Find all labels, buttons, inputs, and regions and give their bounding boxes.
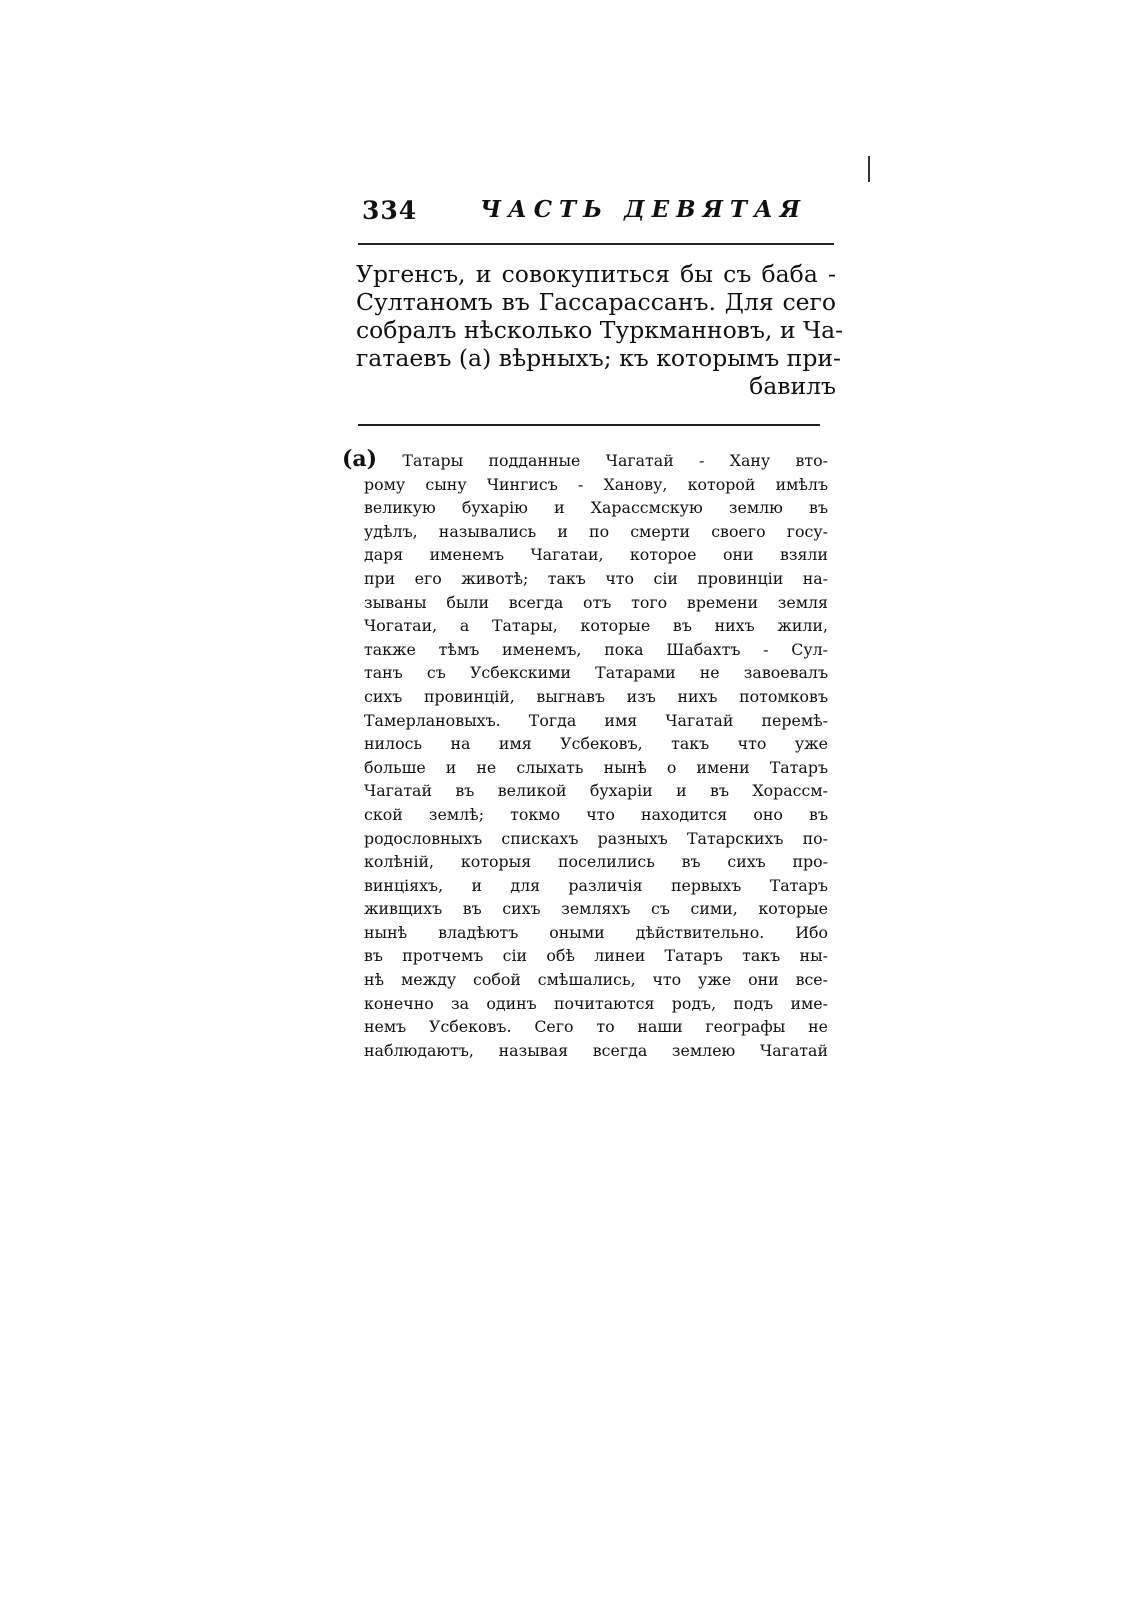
footnote-line: при его животѣ; такъ что сіи провинціи на-: [364, 568, 828, 588]
body-line: Султаномъ въ Гассарассанъ. Для сего: [356, 288, 836, 316]
footnote-line: живщихъ въ сихъ земляхъ съ сими, которые: [364, 899, 828, 919]
footnote-first-line: [342, 448, 828, 473]
footnote-line: немъ Усбековъ. Сего то наши географы не: [364, 1017, 828, 1037]
body-line: гатаевъ (а) вѣрныхъ; къ которымъ при-: [356, 344, 841, 372]
page-header: [362, 196, 832, 232]
footnote-line: Чогатаи, а Татары, которые въ нихъ жили,: [364, 616, 828, 636]
body-line: собралъ нѣсколько Туркманновъ, и Ча-: [356, 316, 844, 344]
footnote-line: нынѣ владѣютъ оными дѣйствительно. Ибо: [364, 922, 828, 942]
footnote-line: конечно за одинъ почитаются родъ, подъ име-: [364, 993, 828, 1013]
footnote-line: рому сыну Чингисъ - Ханову, которой имѣлъ: [364, 474, 828, 494]
footnote-line: Тамерлановыхъ. Тогда имя Чагатай перемѣ-: [364, 710, 828, 730]
footnote-line: великую бухарію и Харассмскую землю въ: [364, 498, 828, 518]
footnote-line: удѣлъ, назывались и по смерти своего госу-: [364, 521, 828, 541]
footnote: [342, 448, 828, 1062]
footnote-line: нѣ между собой смѣшались, что уже они все-: [364, 970, 828, 990]
body-line-catchword: бавилъ: [749, 372, 836, 400]
body-line: Ургенсъ, и совокупиться бы съ баба -: [356, 260, 836, 288]
page-number: 334: [362, 196, 418, 225]
header-rule: [358, 243, 834, 245]
footnote-line: зываны были всегда отъ того времени земля: [364, 592, 828, 612]
running-head: ЧАСТЬ ДЕВЯТАЯ: [480, 196, 807, 223]
footnote-first-line-text: Татары подданные Чагатай - Хану вто-: [402, 451, 828, 470]
footnote-line: нилось на имя Усбековъ, такъ что уже: [364, 734, 828, 754]
footnote-line: колѣній, которыя поселились въ сихъ про-: [364, 852, 828, 872]
footnote-line: ской землѣ; токмо что находится оно въ: [364, 804, 828, 824]
footnote-marker: (a): [342, 446, 378, 472]
footnote-line: Чагатай въ великой бухаріи и въ Хорассм-: [364, 781, 828, 801]
footnote-line: больше и не слыхать нынѣ о имени Татаръ: [364, 757, 828, 777]
footnote-line: въ протчемъ сіи обѣ линеи Татаръ такъ ны-: [364, 946, 828, 966]
footnote-line: танъ съ Усбекскими Татарами не завоевалъ: [364, 663, 828, 683]
footnote-line: винціяхъ, и для различія первыхъ Татаръ: [364, 875, 828, 895]
footnote-line: также тѣмъ именемъ, пока Шабахтъ - Сул-: [364, 639, 828, 659]
footnote-line: сихъ провинцій, выгнавъ изъ нихъ потомковъ: [364, 686, 828, 706]
footnote-line: родословныхъ спискахъ разныхъ Татарскихъ по-: [364, 828, 828, 848]
footnote-line: даря именемъ Чагатаи, которое они взяли: [364, 545, 828, 565]
footnote-line: наблюдаютъ, называя всегда землею Чагатай: [364, 1040, 828, 1060]
margin-mark: [868, 156, 870, 182]
footnote-rule: [358, 424, 820, 426]
main-text: [356, 260, 844, 400]
